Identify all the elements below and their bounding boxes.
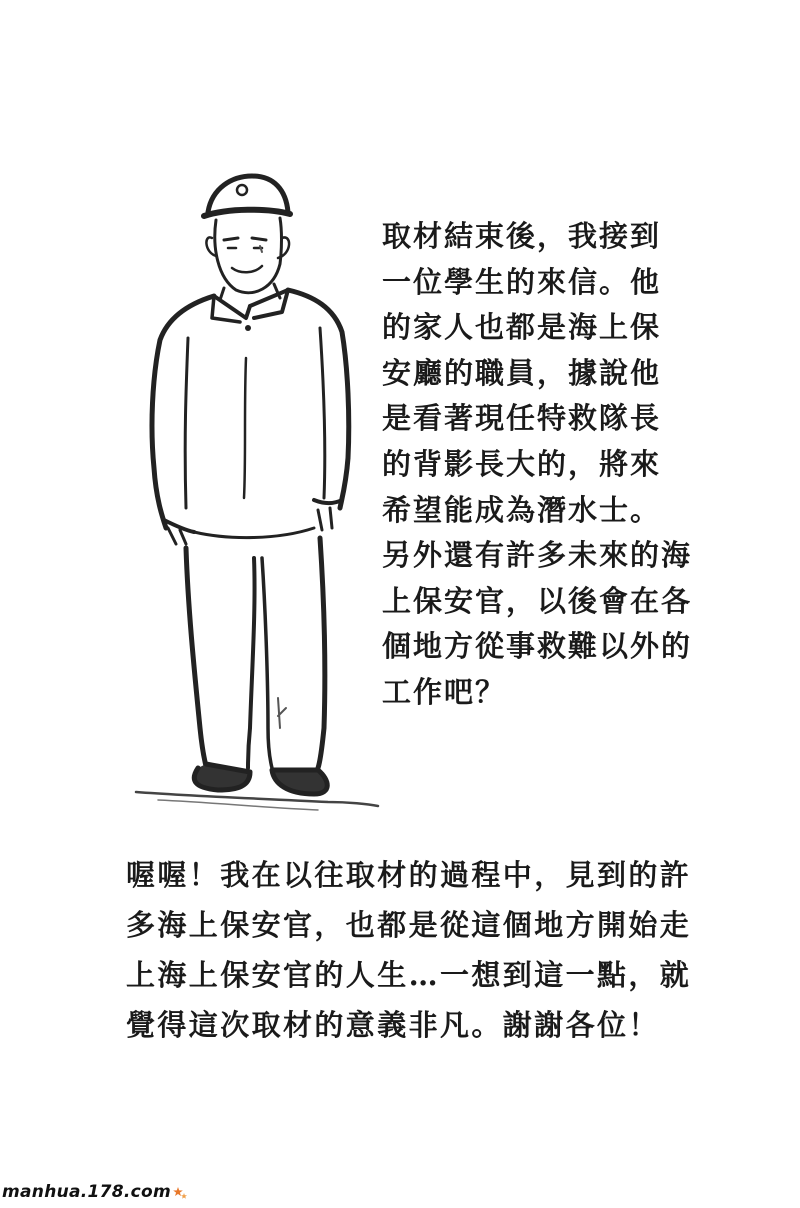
text-line: 個地方從事救難以外的: [382, 629, 693, 664]
man-illustration: [128, 168, 388, 818]
text-line: 上海上保安官的人生…一想到這一點，就: [126, 958, 692, 992]
text-line: 的背影長大的，將來: [382, 446, 662, 481]
watermark: [2, 1180, 188, 1204]
text-line: 上保安官，以後會在各: [382, 583, 693, 618]
bottom-text-block: [126, 850, 706, 1050]
stars-icon: [172, 1186, 188, 1202]
text-line: 喔喔！我在以往取材的過程中，見到的許: [126, 858, 692, 892]
text-line: 一位學生的來信。他: [382, 264, 662, 299]
text-line: 的家人也都是海上保: [382, 310, 662, 345]
text-line: 另外還有許多未來的海: [382, 538, 693, 573]
text-line: 希望能成為潛水士。: [382, 492, 662, 527]
text-line: 是看著現任特救隊長: [382, 401, 662, 436]
text-line: 多海上保安官，也都是從這個地方開始走: [126, 908, 692, 942]
side-text-block: [382, 214, 694, 716]
watermark-text: manhua.178.com: [2, 1182, 172, 1202]
text-line: 覺得這次取材的意義非凡。謝謝各位！: [126, 1008, 660, 1042]
text-line: 工作吧？: [382, 674, 507, 709]
text-line: 取材結束後，我接到: [382, 219, 662, 253]
text-line: 安廳的職員，據說他: [382, 355, 662, 390]
